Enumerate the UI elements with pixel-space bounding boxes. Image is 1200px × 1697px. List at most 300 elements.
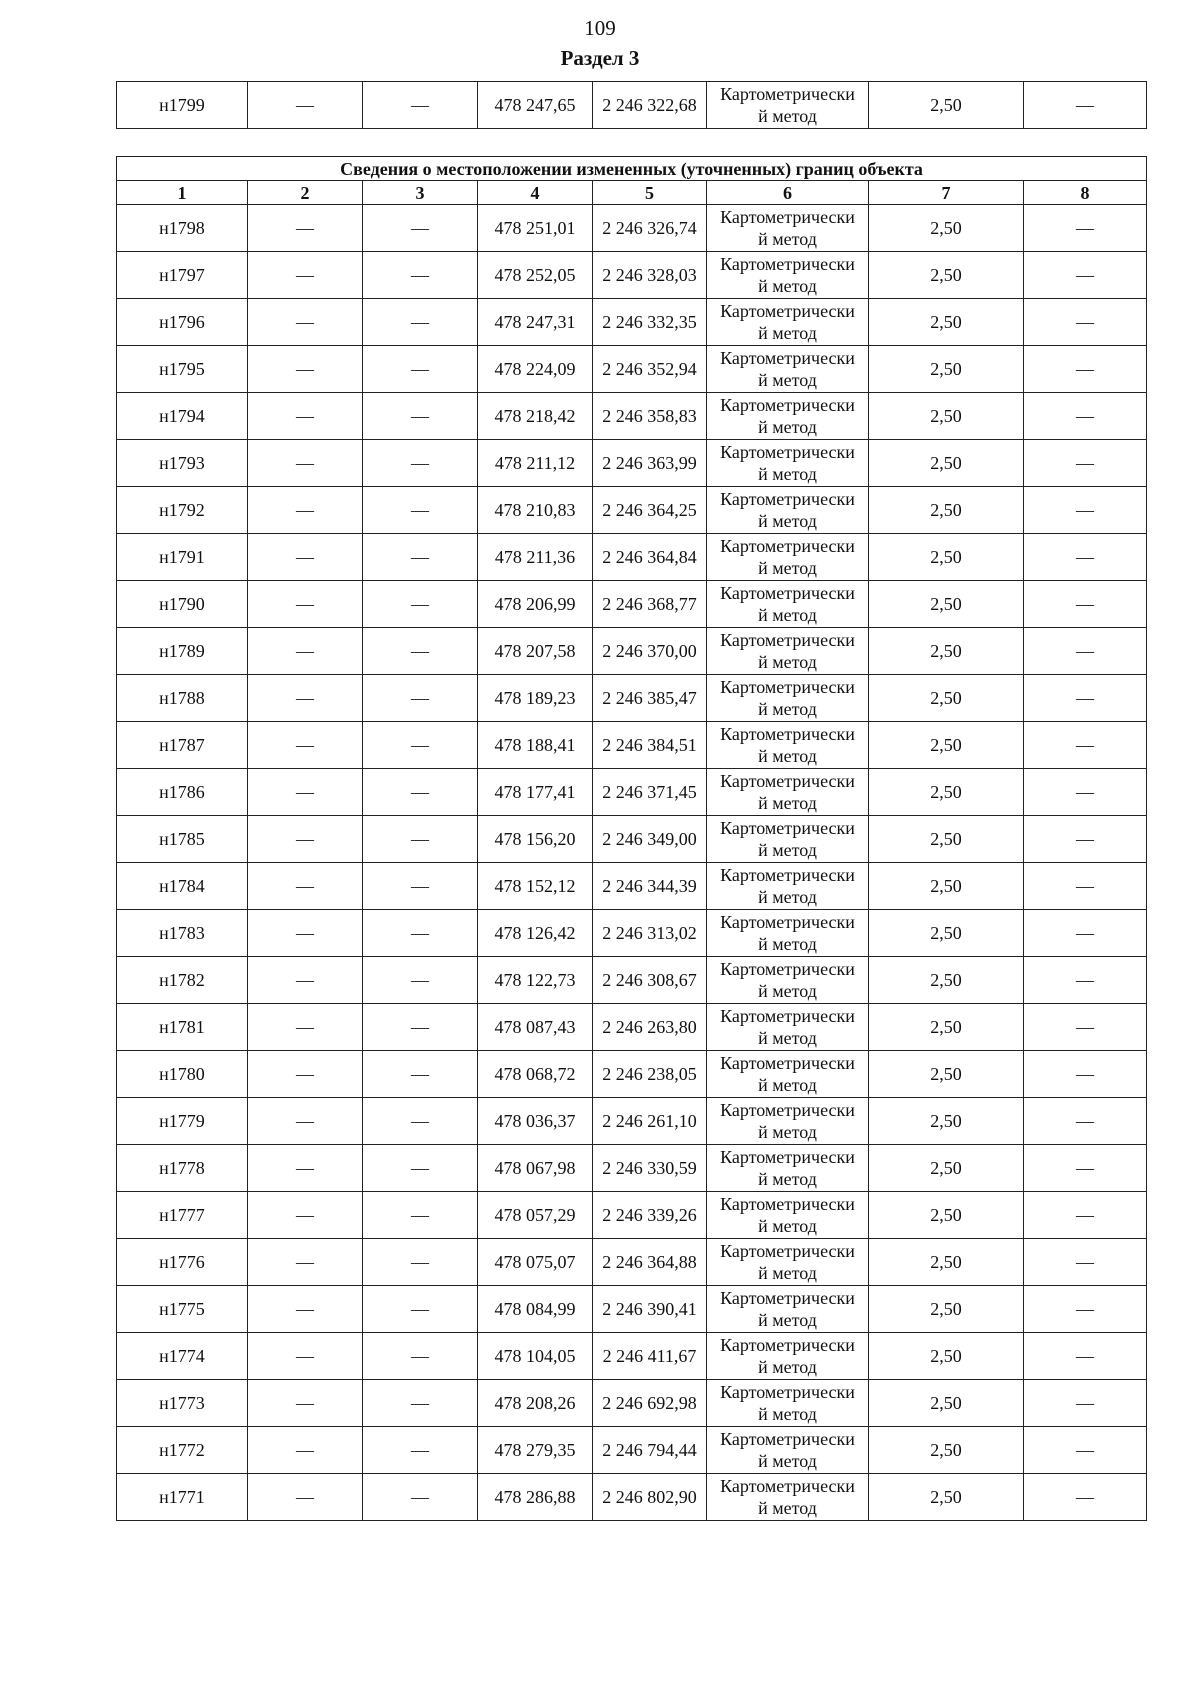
accuracy-cell: 2,50 [869,299,1024,346]
col8-cell: — [1024,1286,1147,1333]
method-cell [707,957,869,1004]
col2-cell: — [248,299,363,346]
table-row [117,1286,1147,1333]
column-header: 5 [593,181,707,205]
column-header: 7 [869,181,1024,205]
accuracy-cell: 2,50 [869,346,1024,393]
method-line-1: Картометрически [720,84,855,104]
method-line-2: й метод [758,605,817,625]
point-cell: н1795 [117,346,248,393]
point-cell: н1799 [117,82,248,129]
method-line-2: й метод [758,1498,817,1518]
col2-cell: — [248,1145,363,1192]
y-coordinate-cell: 2 246 261,10 [593,1098,707,1145]
col3-cell: — [363,1004,478,1051]
method-line-2: й метод [758,558,817,578]
col2-cell: — [248,346,363,393]
x-coordinate-cell: 478 067,98 [478,1145,593,1192]
method-cell [707,1051,869,1098]
accuracy-cell: 2,50 [869,1098,1024,1145]
method-line-2: й метод [758,1216,817,1236]
col8-cell: — [1024,393,1147,440]
method-cell [707,1192,869,1239]
col8-cell: — [1024,816,1147,863]
col2-cell: — [248,1051,363,1098]
col2-cell: — [248,82,363,129]
method-line-1: Картометрически [720,771,855,791]
method-cell [707,487,869,534]
point-cell: н1777 [117,1192,248,1239]
x-coordinate-cell: 478 247,65 [478,82,593,129]
method-line-1: Картометрически [720,912,855,932]
point-cell: н1778 [117,1145,248,1192]
point-cell: н1785 [117,816,248,863]
col3-cell: — [363,675,478,722]
accuracy-cell: 2,50 [869,675,1024,722]
table-row [117,1239,1147,1286]
point-cell: н1775 [117,1286,248,1333]
y-coordinate-cell: 2 246 364,25 [593,487,707,534]
y-coordinate-cell: 2 246 352,94 [593,346,707,393]
y-coordinate-cell: 2 246 364,88 [593,1239,707,1286]
method-line-1: Картометрически [720,959,855,979]
table-row [117,299,1147,346]
method-line-1: Картометрически [720,1382,855,1402]
col3-cell: — [363,346,478,393]
col8-cell: — [1024,82,1147,129]
col8-cell: — [1024,1051,1147,1098]
col2-cell: — [248,1380,363,1427]
column-header-row [117,181,1147,205]
col3-cell: — [363,910,478,957]
method-line-2: й метод [758,793,817,813]
method-line-1: Картометрически [720,442,855,462]
x-coordinate-cell: 478 057,29 [478,1192,593,1239]
x-coordinate-cell: 478 211,12 [478,440,593,487]
col8-cell: — [1024,910,1147,957]
table-row [117,1192,1147,1239]
x-coordinate-cell: 478 104,05 [478,1333,593,1380]
col3-cell: — [363,1192,478,1239]
y-coordinate-cell: 2 246 411,67 [593,1333,707,1380]
col2-cell: — [248,1239,363,1286]
col2-cell: — [248,910,363,957]
carry-over-table [116,81,1147,129]
page-number: 109 [584,16,616,40]
point-cell: н1789 [117,628,248,675]
col2-cell: — [248,1286,363,1333]
col3-cell: — [363,82,478,129]
col3-cell: — [363,393,478,440]
method-cell [707,1098,869,1145]
column-header: 6 [707,181,869,205]
method-cell [707,628,869,675]
table-row [117,816,1147,863]
method-line-1: Картометрически [720,254,855,274]
accuracy-cell: 2,50 [869,1145,1024,1192]
x-coordinate-cell: 478 207,58 [478,628,593,675]
col3-cell: — [363,440,478,487]
y-coordinate-cell: 2 246 363,99 [593,440,707,487]
col3-cell: — [363,816,478,863]
col3-cell: — [363,299,478,346]
table-row [117,1004,1147,1051]
accuracy-cell: 2,50 [869,628,1024,675]
y-coordinate-cell: 2 246 385,47 [593,675,707,722]
method-line-1: Картометрически [720,1100,855,1120]
col3-cell: — [363,1098,478,1145]
method-line-2: й метод [758,229,817,249]
method-line-1: Картометрически [720,395,855,415]
x-coordinate-cell: 478 068,72 [478,1051,593,1098]
x-coordinate-cell: 478 210,83 [478,487,593,534]
table-row [117,534,1147,581]
method-line-2: й метод [758,1263,817,1283]
accuracy-cell: 2,50 [869,581,1024,628]
table-row [117,628,1147,675]
point-cell: н1774 [117,1333,248,1380]
x-coordinate-cell: 478 188,41 [478,722,593,769]
method-line-1: Картометрически [720,536,855,556]
point-cell: н1780 [117,1051,248,1098]
method-line-2: й метод [758,1075,817,1095]
accuracy-cell: 2,50 [869,1380,1024,1427]
method-line-1: Картометрически [720,818,855,838]
point-cell: н1797 [117,252,248,299]
point-cell: н1771 [117,1474,248,1521]
method-line-2: й метод [758,323,817,343]
col2-cell: — [248,393,363,440]
col8-cell: — [1024,1098,1147,1145]
point-cell: н1788 [117,675,248,722]
table-row [117,252,1147,299]
method-line-2: й метод [758,652,817,672]
method-cell [707,205,869,252]
method-line-2: й метод [758,1357,817,1377]
table-caption-row [117,157,1147,181]
col3-cell: — [363,1427,478,1474]
table-row [117,1051,1147,1098]
method-line-2: й метод [758,1028,817,1048]
col8-cell: — [1024,957,1147,1004]
col2-cell: — [248,534,363,581]
col3-cell: — [363,1286,478,1333]
accuracy-cell: 2,50 [869,1474,1024,1521]
table-row [117,1474,1147,1521]
accuracy-cell: 2,50 [869,816,1024,863]
method-line-1: Картометрически [720,1053,855,1073]
x-coordinate-cell: 478 036,37 [478,1098,593,1145]
col2-cell: — [248,1192,363,1239]
method-line-1: Картометрически [720,865,855,885]
point-cell: н1772 [117,1427,248,1474]
col3-cell: — [363,628,478,675]
method-line-1: Картометрически [720,1147,855,1167]
table-row [117,487,1147,534]
col3-cell: — [363,487,478,534]
accuracy-cell: 2,50 [869,440,1024,487]
section-title: Раздел 3 [560,46,640,70]
col2-cell: — [248,1098,363,1145]
y-coordinate-cell: 2 246 390,41 [593,1286,707,1333]
x-coordinate-cell: 478 218,42 [478,393,593,440]
y-coordinate-cell: 2 246 263,80 [593,1004,707,1051]
column-header: 1 [117,181,248,205]
col8-cell: — [1024,722,1147,769]
accuracy-cell: 2,50 [869,534,1024,581]
method-line-1: Картометрически [720,1006,855,1026]
method-line-1: Картометрически [720,1194,855,1214]
x-coordinate-cell: 478 286,88 [478,1474,593,1521]
table-row [117,205,1147,252]
method-line-2: й метод [758,934,817,954]
x-coordinate-cell: 478 206,99 [478,581,593,628]
table-row [117,910,1147,957]
col2-cell: — [248,1427,363,1474]
table-caption: Сведения о местоположении измененных (уточненных) границ объекта [117,157,1147,181]
method-line-2: й метод [758,1404,817,1424]
method-line-2: й метод [758,887,817,907]
col8-cell: — [1024,1427,1147,1474]
col8-cell: — [1024,1239,1147,1286]
accuracy-cell: 2,50 [869,1286,1024,1333]
col3-cell: — [363,534,478,581]
column-header: 8 [1024,181,1147,205]
point-cell: н1784 [117,863,248,910]
accuracy-cell: 2,50 [869,82,1024,129]
method-line-2: й метод [758,1169,817,1189]
point-cell: н1786 [117,769,248,816]
col8-cell: — [1024,205,1147,252]
method-cell [707,440,869,487]
table-row [117,863,1147,910]
col8-cell: — [1024,1004,1147,1051]
y-coordinate-cell: 2 246 370,00 [593,628,707,675]
accuracy-cell: 2,50 [869,722,1024,769]
x-coordinate-cell: 478 189,23 [478,675,593,722]
method-line-2: й метод [758,1122,817,1142]
method-cell [707,252,869,299]
method-cell [707,1474,869,1521]
method-line-1: Картометрически [720,207,855,227]
table-row [117,393,1147,440]
method-line-2: й метод [758,370,817,390]
accuracy-cell: 2,50 [869,1051,1024,1098]
point-cell: н1782 [117,957,248,1004]
y-coordinate-cell: 2 246 794,44 [593,1427,707,1474]
col2-cell: — [248,628,363,675]
col3-cell: — [363,1239,478,1286]
x-coordinate-cell: 478 084,99 [478,1286,593,1333]
table-row [117,675,1147,722]
method-line-2: й метод [758,464,817,484]
method-cell [707,769,869,816]
col2-cell: — [248,957,363,1004]
table-row [117,1098,1147,1145]
table-row [117,769,1147,816]
method-line-1: Картометрически [720,1241,855,1261]
col2-cell: — [248,487,363,534]
col2-cell: — [248,722,363,769]
x-coordinate-cell: 478 156,20 [478,816,593,863]
col8-cell: — [1024,346,1147,393]
x-coordinate-cell: 478 252,05 [478,252,593,299]
col3-cell: — [363,769,478,816]
point-cell: н1779 [117,1098,248,1145]
col8-cell: — [1024,252,1147,299]
col8-cell: — [1024,299,1147,346]
method-cell [707,1286,869,1333]
col2-cell: — [248,863,363,910]
y-coordinate-cell: 2 246 358,83 [593,393,707,440]
x-coordinate-cell: 478 075,07 [478,1239,593,1286]
accuracy-cell: 2,50 [869,1239,1024,1286]
method-cell [707,722,869,769]
accuracy-cell: 2,50 [869,487,1024,534]
y-coordinate-cell: 2 246 802,90 [593,1474,707,1521]
point-cell: н1783 [117,910,248,957]
accuracy-cell: 2,50 [869,252,1024,299]
point-cell: н1796 [117,299,248,346]
method-cell [707,910,869,957]
method-line-2: й метод [758,746,817,766]
y-coordinate-cell: 2 246 322,68 [593,82,707,129]
accuracy-cell: 2,50 [869,957,1024,1004]
method-cell [707,863,869,910]
accuracy-cell: 2,50 [869,1004,1024,1051]
table-row [117,1145,1147,1192]
method-line-1: Картометрически [720,1335,855,1355]
method-line-1: Картометрически [720,301,855,321]
col8-cell: — [1024,1333,1147,1380]
col2-cell: — [248,675,363,722]
method-line-1: Картометрически [720,583,855,603]
col8-cell: — [1024,1145,1147,1192]
method-line-1: Картометрически [720,1288,855,1308]
method-cell [707,1239,869,1286]
col3-cell: — [363,1145,478,1192]
point-cell: н1790 [117,581,248,628]
col3-cell: — [363,1474,478,1521]
col3-cell: — [363,205,478,252]
y-coordinate-cell: 2 246 692,98 [593,1380,707,1427]
table-row [117,1333,1147,1380]
method-line-1: Картометрически [720,677,855,697]
col2-cell: — [248,816,363,863]
col8-cell: — [1024,1474,1147,1521]
x-coordinate-cell: 478 251,01 [478,205,593,252]
boundary-table [116,156,1147,1521]
col2-cell: — [248,1004,363,1051]
x-coordinate-cell: 478 211,36 [478,534,593,581]
col8-cell: — [1024,628,1147,675]
col2-cell: — [248,769,363,816]
method-line-1: Картометрически [720,630,855,650]
method-cell [707,816,869,863]
point-cell: н1787 [117,722,248,769]
point-cell: н1793 [117,440,248,487]
x-coordinate-cell: 478 279,35 [478,1427,593,1474]
y-coordinate-cell: 2 246 349,00 [593,816,707,863]
x-coordinate-cell: 478 177,41 [478,769,593,816]
x-coordinate-cell: 478 087,43 [478,1004,593,1051]
col8-cell: — [1024,863,1147,910]
method-cell [707,346,869,393]
y-coordinate-cell: 2 246 344,39 [593,863,707,910]
accuracy-cell: 2,50 [869,1427,1024,1474]
accuracy-cell: 2,50 [869,769,1024,816]
table-row [117,581,1147,628]
col2-cell: — [248,581,363,628]
col3-cell: — [363,1380,478,1427]
point-cell: н1791 [117,534,248,581]
method-cell [707,393,869,440]
col3-cell: — [363,1333,478,1380]
method-line-2: й метод [758,511,817,531]
y-coordinate-cell: 2 246 308,67 [593,957,707,1004]
accuracy-cell: 2,50 [869,910,1024,957]
col2-cell: — [248,1474,363,1521]
y-coordinate-cell: 2 246 238,05 [593,1051,707,1098]
x-coordinate-cell: 478 122,73 [478,957,593,1004]
table-row [117,82,1147,129]
method-cell [707,299,869,346]
method-cell [707,1333,869,1380]
col3-cell: — [363,722,478,769]
x-coordinate-cell: 478 152,12 [478,863,593,910]
method-line-2: й метод [758,276,817,296]
col8-cell: — [1024,487,1147,534]
y-coordinate-cell: 2 246 328,03 [593,252,707,299]
col8-cell: — [1024,534,1147,581]
method-cell [707,1145,869,1192]
accuracy-cell: 2,50 [869,393,1024,440]
accuracy-cell: 2,50 [869,1333,1024,1380]
table-row [117,957,1147,1004]
col8-cell: — [1024,440,1147,487]
method-line-2: й метод [758,840,817,860]
point-cell: н1792 [117,487,248,534]
accuracy-cell: 2,50 [869,863,1024,910]
column-header: 4 [478,181,593,205]
col2-cell: — [248,440,363,487]
x-coordinate-cell: 478 126,42 [478,910,593,957]
x-coordinate-cell: 478 224,09 [478,346,593,393]
x-coordinate-cell: 478 247,31 [478,299,593,346]
method-line-2: й метод [758,1310,817,1330]
col3-cell: — [363,957,478,1004]
y-coordinate-cell: 2 246 326,74 [593,205,707,252]
y-coordinate-cell: 2 246 339,26 [593,1192,707,1239]
method-line-2: й метод [758,1451,817,1471]
method-line-1: Картометрически [720,489,855,509]
y-coordinate-cell: 2 246 332,35 [593,299,707,346]
method-cell [707,1427,869,1474]
point-cell: н1798 [117,205,248,252]
col8-cell: — [1024,675,1147,722]
col3-cell: — [363,1051,478,1098]
method-cell [707,534,869,581]
y-coordinate-cell: 2 246 330,59 [593,1145,707,1192]
method-cell [707,675,869,722]
col2-cell: — [248,1333,363,1380]
accuracy-cell: 2,50 [869,1192,1024,1239]
accuracy-cell: 2,50 [869,205,1024,252]
point-cell: н1776 [117,1239,248,1286]
column-header: 2 [248,181,363,205]
y-coordinate-cell: 2 246 368,77 [593,581,707,628]
x-coordinate-cell: 478 208,26 [478,1380,593,1427]
